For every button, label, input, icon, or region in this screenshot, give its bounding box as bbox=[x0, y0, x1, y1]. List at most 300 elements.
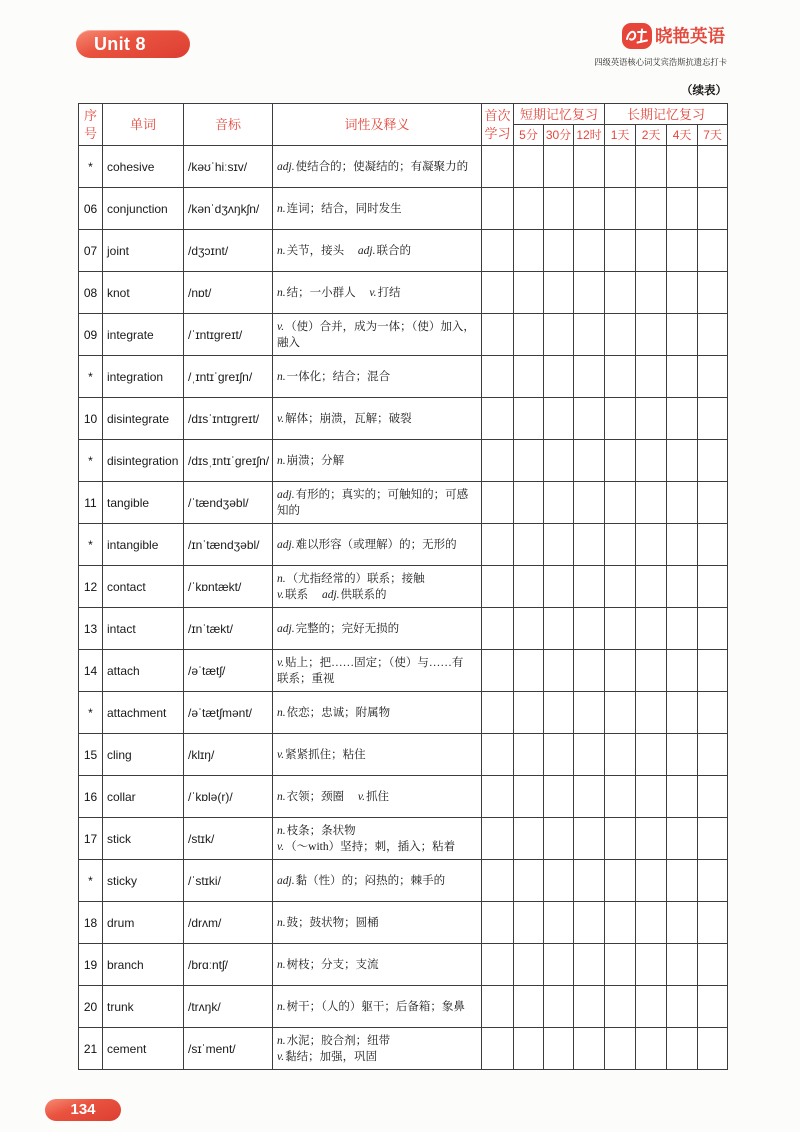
part-of-speech: adj. bbox=[277, 538, 295, 551]
review-cell bbox=[605, 440, 636, 482]
phonetic: /ˈkɒlə(r)/ bbox=[184, 776, 273, 818]
review-cell bbox=[667, 440, 698, 482]
review-cell bbox=[636, 146, 667, 188]
definition-text: 难以形容（或理解）的；无形的 bbox=[295, 538, 457, 551]
definition-line bbox=[277, 1033, 481, 1049]
unit-label-badge bbox=[76, 30, 190, 58]
phonetic: /trʌŋk/ bbox=[184, 986, 273, 1028]
review-cell bbox=[636, 608, 667, 650]
review-cell bbox=[605, 776, 636, 818]
word-row bbox=[79, 1028, 728, 1070]
word: attachment bbox=[103, 692, 184, 734]
review-cell bbox=[514, 650, 544, 692]
review-cell bbox=[636, 692, 667, 734]
part-of-speech: n. bbox=[277, 916, 286, 929]
word-row bbox=[79, 776, 728, 818]
review-cell bbox=[482, 776, 514, 818]
row-number: * bbox=[79, 524, 103, 566]
phonetic: /kənˈdʒʌŋkʃn/ bbox=[184, 188, 273, 230]
header-first-study-line: 首次 bbox=[484, 107, 511, 123]
phonetic: /brɑːntʃ/ bbox=[184, 944, 273, 986]
review-cell bbox=[636, 440, 667, 482]
review-cell bbox=[636, 524, 667, 566]
word-row bbox=[79, 860, 728, 902]
definition-segment bbox=[277, 161, 468, 173]
header-review-4day: 4天 bbox=[667, 125, 698, 146]
review-cell bbox=[667, 566, 698, 608]
word: contact bbox=[103, 566, 184, 608]
definition-segment bbox=[277, 673, 335, 685]
review-cell bbox=[574, 230, 605, 272]
part-of-speech: n. bbox=[277, 1034, 286, 1047]
definition bbox=[273, 944, 482, 986]
phonetic: /dʒɔɪnt/ bbox=[184, 230, 273, 272]
review-cell bbox=[544, 734, 574, 776]
definition-segment bbox=[277, 321, 475, 333]
review-cell bbox=[482, 566, 514, 608]
review-cell bbox=[636, 188, 667, 230]
definition-text: 结；一小群人 bbox=[286, 286, 356, 299]
header-index-line: 号 bbox=[83, 125, 97, 141]
definition-segment bbox=[277, 623, 399, 635]
review-cell bbox=[514, 314, 544, 356]
review-cell bbox=[544, 398, 574, 440]
page-number-tab bbox=[45, 1099, 121, 1121]
unit-label: Unit 8 bbox=[94, 34, 146, 54]
review-cell bbox=[605, 902, 636, 944]
review-cell bbox=[667, 776, 698, 818]
phonetic: /klɪŋ/ bbox=[184, 734, 273, 776]
review-cell bbox=[544, 692, 574, 734]
review-cell bbox=[698, 776, 728, 818]
review-cell bbox=[574, 692, 605, 734]
review-cell bbox=[482, 230, 514, 272]
definition bbox=[273, 188, 482, 230]
word-row bbox=[79, 986, 728, 1028]
definition bbox=[273, 272, 482, 314]
part-of-speech: adj. bbox=[277, 160, 295, 173]
part-of-speech: v. bbox=[277, 656, 285, 669]
definition-segment bbox=[277, 245, 344, 257]
phonetic: /kəʊˈhiːsɪv/ bbox=[184, 146, 273, 188]
brand-subtitle: 四级英语核心词艾宾浩斯抗遗忘打卡 bbox=[594, 57, 727, 67]
review-cell bbox=[482, 398, 514, 440]
definition-line bbox=[277, 705, 481, 721]
header-first-study bbox=[482, 104, 514, 146]
review-cell bbox=[482, 902, 514, 944]
review-cell bbox=[514, 440, 544, 482]
review-cell bbox=[514, 272, 544, 314]
definition bbox=[273, 608, 482, 650]
definition bbox=[273, 482, 482, 524]
table-body bbox=[79, 146, 728, 1070]
definition-text: 贴上；把……固定；（使）与……有 bbox=[285, 656, 464, 669]
review-cell bbox=[698, 902, 728, 944]
definition bbox=[273, 860, 482, 902]
definition-line bbox=[277, 873, 481, 889]
review-cell bbox=[482, 146, 514, 188]
definition-line bbox=[277, 335, 481, 351]
header-index bbox=[79, 104, 103, 146]
review-cell bbox=[605, 608, 636, 650]
review-cell bbox=[514, 902, 544, 944]
header-phonetic: 音标 bbox=[184, 104, 273, 146]
phonetic: /ˈstɪki/ bbox=[184, 860, 273, 902]
review-cell bbox=[544, 230, 574, 272]
row-number: 08 bbox=[79, 272, 103, 314]
definition-segment bbox=[277, 337, 300, 349]
definition bbox=[273, 356, 482, 398]
definition bbox=[273, 902, 482, 944]
review-cell bbox=[482, 692, 514, 734]
review-cell bbox=[482, 944, 514, 986]
row-number: 14 bbox=[79, 650, 103, 692]
review-cell bbox=[544, 1028, 574, 1070]
definition-line bbox=[277, 503, 481, 519]
definition bbox=[273, 692, 482, 734]
review-cell bbox=[605, 272, 636, 314]
definition-line bbox=[277, 369, 481, 385]
review-cell bbox=[482, 440, 514, 482]
review-cell bbox=[667, 356, 698, 398]
definition-segment bbox=[322, 589, 387, 601]
row-number: * bbox=[79, 146, 103, 188]
definition-text: 连词；结合，同时发生 bbox=[286, 202, 402, 215]
review-cell bbox=[667, 818, 698, 860]
review-cell bbox=[698, 860, 728, 902]
part-of-speech: n. bbox=[277, 790, 286, 803]
word-row bbox=[79, 650, 728, 692]
row-number: 06 bbox=[79, 188, 103, 230]
review-cell bbox=[482, 272, 514, 314]
review-cell bbox=[698, 230, 728, 272]
definition-text: 衣领；颈圈 bbox=[286, 790, 345, 803]
definition-line bbox=[277, 1049, 481, 1065]
definition bbox=[273, 524, 482, 566]
word: cement bbox=[103, 1028, 184, 1070]
review-cell bbox=[574, 146, 605, 188]
row-number: 16 bbox=[79, 776, 103, 818]
phonetic: /stɪk/ bbox=[184, 818, 273, 860]
row-number: * bbox=[79, 692, 103, 734]
header-review-2day: 2天 bbox=[636, 125, 667, 146]
part-of-speech: v. bbox=[369, 286, 377, 299]
definition-line bbox=[277, 587, 481, 603]
definition-segment bbox=[277, 657, 463, 669]
word-row bbox=[79, 734, 728, 776]
word-row bbox=[79, 272, 728, 314]
word: stick bbox=[103, 818, 184, 860]
word-row bbox=[79, 314, 728, 356]
definition-line bbox=[277, 999, 481, 1015]
definition bbox=[273, 230, 482, 272]
review-cell bbox=[544, 524, 574, 566]
word: collar bbox=[103, 776, 184, 818]
review-cell bbox=[605, 314, 636, 356]
definition-line bbox=[277, 957, 481, 973]
review-cell bbox=[482, 818, 514, 860]
review-cell bbox=[574, 986, 605, 1028]
definition-text: 树干；（人的）躯干；后备箱；象鼻 bbox=[286, 1000, 465, 1013]
review-cell bbox=[605, 860, 636, 902]
word: intangible bbox=[103, 524, 184, 566]
word: drum bbox=[103, 902, 184, 944]
definition-segment bbox=[277, 917, 379, 929]
phonetic: /ˈtændʒəbl/ bbox=[184, 482, 273, 524]
definition-line bbox=[277, 487, 481, 503]
definition-text: （～with）坚持；刺，插入；粘着 bbox=[285, 840, 456, 853]
definition-text: 融入 bbox=[277, 336, 300, 349]
definition-line bbox=[277, 411, 481, 427]
definition-line bbox=[277, 621, 481, 637]
definition-text: （尤指经常的）联系；接触 bbox=[286, 572, 425, 585]
review-cell bbox=[667, 230, 698, 272]
review-cell bbox=[605, 986, 636, 1028]
review-cell bbox=[667, 734, 698, 776]
definition-segment bbox=[277, 825, 356, 837]
word-row bbox=[79, 818, 728, 860]
header-review-5min: 5分 bbox=[514, 125, 544, 146]
row-number: 20 bbox=[79, 986, 103, 1028]
review-cell bbox=[574, 860, 605, 902]
header-long-term-review: 长期记忆复习 bbox=[605, 104, 728, 125]
part-of-speech: adj. bbox=[277, 874, 295, 887]
definition-text: 知的 bbox=[277, 504, 300, 517]
review-cell bbox=[667, 398, 698, 440]
definition-text: 树枝；分支；支流 bbox=[286, 958, 379, 971]
part-of-speech: adj. bbox=[357, 244, 376, 257]
header-row-top bbox=[79, 104, 728, 125]
definition-segment bbox=[277, 573, 425, 585]
definition bbox=[273, 986, 482, 1028]
word: disintegrate bbox=[103, 398, 184, 440]
row-number: 13 bbox=[79, 608, 103, 650]
review-cell bbox=[574, 188, 605, 230]
review-cell bbox=[574, 566, 605, 608]
review-cell bbox=[514, 230, 544, 272]
review-cell bbox=[605, 356, 636, 398]
definition-text: 依恋；忠诚；附属物 bbox=[286, 706, 391, 719]
review-cell bbox=[698, 734, 728, 776]
definition bbox=[273, 398, 482, 440]
review-cell bbox=[605, 734, 636, 776]
review-cell bbox=[574, 776, 605, 818]
part-of-speech: v. bbox=[277, 748, 285, 761]
definition-text: 完整的；完好无损的 bbox=[295, 622, 400, 635]
word-row bbox=[79, 356, 728, 398]
review-cell bbox=[574, 356, 605, 398]
phonetic: /nɒt/ bbox=[184, 272, 273, 314]
definition-segment bbox=[277, 707, 390, 719]
phonetic: /əˈtætʃ/ bbox=[184, 650, 273, 692]
review-cell bbox=[544, 314, 574, 356]
part-of-speech: n. bbox=[277, 958, 286, 971]
review-cell bbox=[514, 566, 544, 608]
word-row bbox=[79, 692, 728, 734]
review-cell bbox=[605, 482, 636, 524]
review-cell bbox=[667, 188, 698, 230]
definition-line bbox=[277, 789, 481, 805]
phonetic: /ˈɪntɪɡreɪt/ bbox=[184, 314, 273, 356]
review-cell bbox=[574, 440, 605, 482]
review-cell bbox=[514, 692, 544, 734]
review-cell bbox=[667, 608, 698, 650]
definition-segment bbox=[277, 1035, 390, 1047]
part-of-speech: n. bbox=[277, 244, 286, 257]
review-cell bbox=[698, 524, 728, 566]
part-of-speech: adj. bbox=[277, 622, 295, 635]
part-of-speech: n. bbox=[277, 1000, 286, 1013]
definition-text: 一体化；结合；混合 bbox=[286, 370, 391, 383]
review-cell bbox=[636, 482, 667, 524]
review-cell bbox=[482, 608, 514, 650]
part-of-speech: n. bbox=[277, 824, 286, 837]
definition bbox=[273, 1028, 482, 1070]
definition-line bbox=[277, 915, 481, 931]
review-cell bbox=[636, 398, 667, 440]
part-of-speech: v. bbox=[357, 790, 366, 803]
table-header bbox=[79, 104, 728, 146]
review-cell bbox=[636, 230, 667, 272]
header-first-study-line: 学习 bbox=[484, 125, 511, 141]
phonetic: /ɪnˈtækt/ bbox=[184, 608, 273, 650]
row-number: * bbox=[79, 440, 103, 482]
review-cell bbox=[544, 860, 574, 902]
row-number: 15 bbox=[79, 734, 103, 776]
definition-segment bbox=[358, 791, 389, 803]
review-cell bbox=[514, 188, 544, 230]
review-cell bbox=[667, 146, 698, 188]
review-cell bbox=[514, 734, 544, 776]
row-number: 21 bbox=[79, 1028, 103, 1070]
phonetic: /dɪsˌɪntɪˈɡreɪʃn/ bbox=[184, 440, 273, 482]
review-cell bbox=[544, 482, 574, 524]
definition-segment bbox=[369, 287, 400, 299]
review-cell bbox=[605, 146, 636, 188]
review-cell bbox=[636, 566, 667, 608]
definition bbox=[273, 734, 482, 776]
review-cell bbox=[605, 398, 636, 440]
phonetic: /əˈtætʃmənt/ bbox=[184, 692, 273, 734]
header-review-1day: 1天 bbox=[605, 125, 636, 146]
review-cell bbox=[605, 188, 636, 230]
definition-line bbox=[277, 823, 481, 839]
review-cell bbox=[482, 650, 514, 692]
vocabulary-table bbox=[78, 103, 728, 1070]
review-cell bbox=[514, 860, 544, 902]
definition-segment bbox=[277, 791, 344, 803]
part-of-speech: n. bbox=[277, 706, 286, 719]
word: integration bbox=[103, 356, 184, 398]
part-of-speech: v. bbox=[277, 412, 285, 425]
definition-text: 联系 bbox=[285, 588, 309, 601]
review-cell bbox=[482, 986, 514, 1028]
part-of-speech: v. bbox=[277, 840, 285, 853]
definition-line bbox=[277, 285, 481, 301]
review-cell bbox=[605, 524, 636, 566]
row-number: 09 bbox=[79, 314, 103, 356]
review-cell bbox=[544, 356, 574, 398]
review-cell bbox=[605, 566, 636, 608]
definition-segment bbox=[277, 489, 468, 501]
word: sticky bbox=[103, 860, 184, 902]
review-cell bbox=[698, 314, 728, 356]
definition-segment bbox=[277, 203, 402, 215]
review-cell bbox=[667, 902, 698, 944]
phonetic: /dɪsˈɪntɪɡreɪt/ bbox=[184, 398, 273, 440]
header-word: 单词 bbox=[103, 104, 184, 146]
row-number: * bbox=[79, 860, 103, 902]
review-cell bbox=[698, 398, 728, 440]
review-cell bbox=[667, 986, 698, 1028]
review-cell bbox=[574, 272, 605, 314]
part-of-speech: n. bbox=[277, 286, 286, 299]
review-cell bbox=[574, 398, 605, 440]
page-number: 134 bbox=[70, 1101, 96, 1118]
review-cell bbox=[574, 1028, 605, 1070]
review-cell bbox=[605, 944, 636, 986]
row-number: 19 bbox=[79, 944, 103, 986]
word-row bbox=[79, 230, 728, 272]
brand-logo-icon bbox=[621, 22, 653, 50]
definition bbox=[273, 650, 482, 692]
review-cell bbox=[544, 986, 574, 1028]
review-cell bbox=[544, 608, 574, 650]
definition-segment bbox=[277, 371, 390, 383]
review-cell bbox=[514, 482, 544, 524]
review-cell bbox=[574, 734, 605, 776]
review-cell bbox=[698, 692, 728, 734]
review-cell bbox=[544, 818, 574, 860]
word-row bbox=[79, 608, 728, 650]
part-of-speech: adj. bbox=[277, 488, 295, 501]
review-cell bbox=[574, 524, 605, 566]
word-row bbox=[79, 944, 728, 986]
part-of-speech: v. bbox=[277, 588, 285, 601]
review-cell bbox=[574, 314, 605, 356]
review-cell bbox=[698, 440, 728, 482]
review-cell bbox=[514, 608, 544, 650]
part-of-speech: adj. bbox=[321, 588, 340, 601]
definition-line bbox=[277, 243, 481, 259]
review-cell bbox=[605, 818, 636, 860]
row-number: 10 bbox=[79, 398, 103, 440]
review-cell bbox=[514, 776, 544, 818]
definition-line bbox=[277, 159, 481, 175]
review-cell bbox=[482, 734, 514, 776]
review-cell bbox=[574, 608, 605, 650]
review-cell bbox=[636, 944, 667, 986]
review-cell bbox=[667, 1028, 698, 1070]
phonetic: /ˌɪntɪˈɡreɪʃn/ bbox=[184, 356, 273, 398]
definition-line bbox=[277, 571, 481, 587]
definition-segment bbox=[277, 1051, 377, 1063]
definition-line bbox=[277, 747, 481, 763]
part-of-speech: v. bbox=[277, 320, 285, 333]
word: intact bbox=[103, 608, 184, 650]
part-of-speech: n. bbox=[277, 202, 286, 215]
brand-name: 晓艳英语 bbox=[655, 26, 725, 46]
definition-segment bbox=[277, 539, 457, 551]
review-cell bbox=[605, 692, 636, 734]
review-cell bbox=[514, 398, 544, 440]
review-cell bbox=[574, 650, 605, 692]
definition-segment bbox=[277, 455, 344, 467]
word: tangible bbox=[103, 482, 184, 524]
word: branch bbox=[103, 944, 184, 986]
word: cling bbox=[103, 734, 184, 776]
row-number: 11 bbox=[79, 482, 103, 524]
